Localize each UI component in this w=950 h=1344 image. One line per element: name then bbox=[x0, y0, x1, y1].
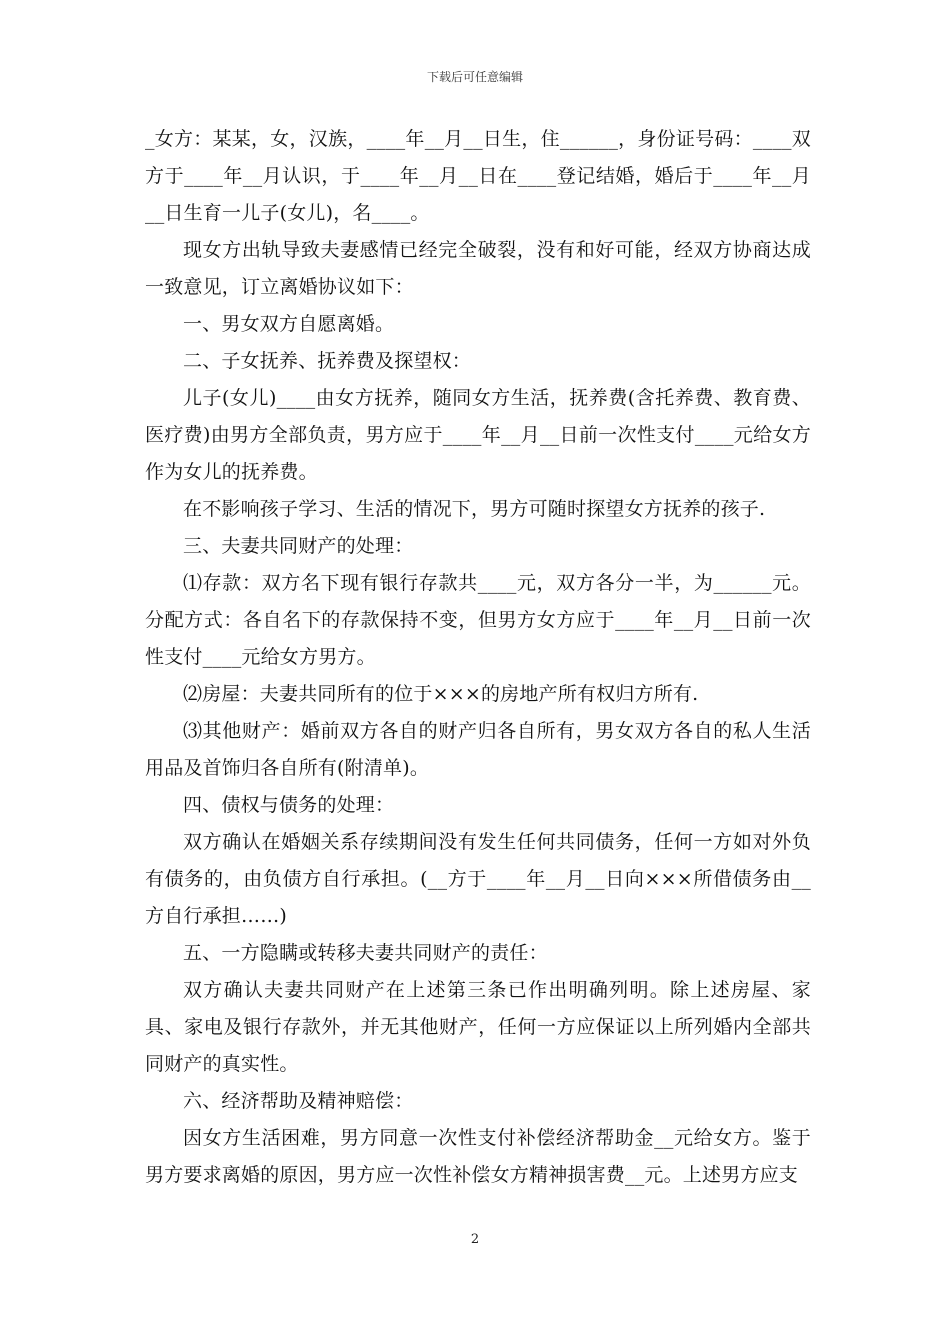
clause-heading-4: 四、债权与债务的处理： bbox=[183, 794, 395, 816]
paragraph-debts: 双方确认在婚姻关系存续期间没有发生任何共同债务，任何一方如对外负有债务的，由负债方自行承担。(__方于____年__月__日向×××所借债务由__方自行承担……) bbox=[145, 831, 811, 927]
clause-heading-2: 二、子女抚养、抚养费及探望权： bbox=[183, 350, 472, 372]
paragraph-compensation: 因女方生活困难，男方同意一次性支付补偿经济帮助金__元给女方。鉴于男方要求离婚的原因，男方应一次性补偿女方精神损害费__元。上述男方应支 bbox=[145, 1127, 811, 1186]
page-number: 2 bbox=[470, 1232, 480, 1247]
paragraph-preamble: 现女方出轨导致夫妻感情已经完全破裂，没有和好可能，经双方协商达成一致意见，订立离婚协议如下： bbox=[145, 239, 811, 298]
clause-heading-1: 一、男女双方自愿离婚。 bbox=[183, 313, 395, 335]
clause-heading-3: 三、夫妻共同财产的处理： bbox=[183, 535, 414, 557]
paragraph-visitation: 在不影响孩子学习、生活的情况下，男方可随时探望女方抚养的孩子. bbox=[183, 498, 766, 520]
paragraph-child-custody: 儿子(女儿)____由女方抚养，随同女方生活，抚养费(含托养费、教育费、医疗费)由男方全部负责，男方应于____年__月__日前一次性支付____元给女方作为女儿的抚养费。 bbox=[145, 387, 811, 483]
paragraph-property-liability: 双方确认夫妻共同财产在上述第三条已作出明确列明。除上述房屋、家具、家电及银行存款外，并无其他财产，任何一方应保证以上所列婚内全部共同财产的真实性。 bbox=[145, 979, 811, 1075]
paragraph-other-property: ⑶其他财产：婚前双方各自的财产归各自所有，男女双方各自的私人生活用品及首饰归各自所有(附清单)。 bbox=[145, 720, 811, 779]
paragraph-parties: _女方：某某，女，汉族，____年__月__日生，住______，身份证号码：____双方于____年__月认识，于____年__月__日在____登记结婚，婚后于____年__月__日生育一儿子(女儿)，名____。 bbox=[145, 128, 811, 224]
document-body bbox=[145, 121, 811, 1194]
clause-heading-6: 六、经济帮助及精神赔偿： bbox=[183, 1090, 414, 1112]
paragraph-house: ⑵房屋：夫妻共同所有的位于×××的房地产所有权归方所有. bbox=[183, 683, 699, 705]
clause-heading-5: 五、一方隐瞒或转移夫妻共同财产的责任： bbox=[183, 942, 548, 964]
paragraph-deposits: ⑴存款：双方名下现有银行存款共____元，双方各分一半，为______元。分配方式：各自名下的存款保持不变，但男方女方应于____年__月__日前一次性支付____元给女方男方。 bbox=[145, 572, 811, 668]
page-header: 下载后可任意编辑 bbox=[426, 70, 523, 84]
